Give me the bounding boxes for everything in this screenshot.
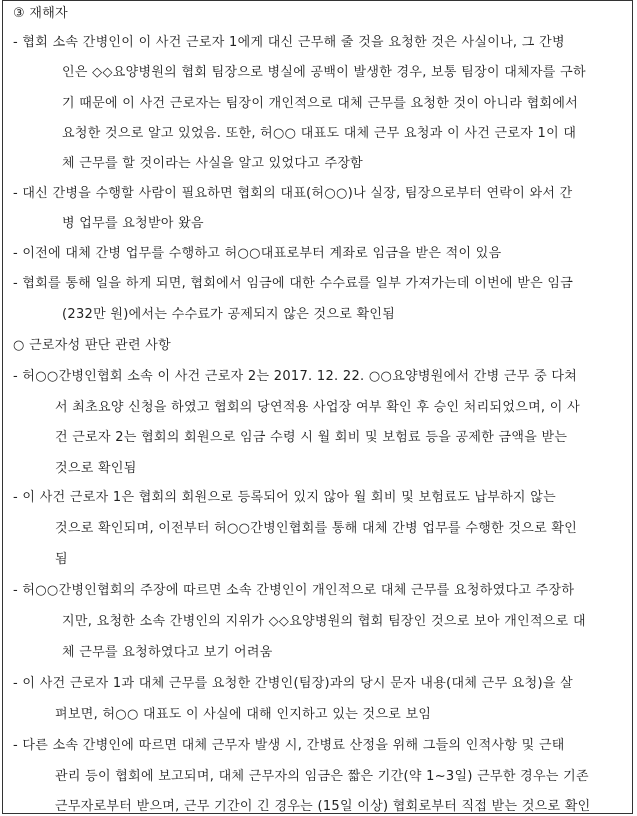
- document-frame: [2, 0, 633, 814]
- bullet-line: - 이 사건 근로자 1과 대체 근무를 요청한 간병인(팀장)과의 당시 문자 내용(대체 근무 요청)을 살: [13, 676, 573, 691]
- bullet-line: 됨: [55, 552, 68, 567]
- bullet-line: 서 최초요양 신청을 하였고 협회의 당연적용 사업장 여부 확인 후 승인 처리되었으며, 이 사: [55, 400, 580, 415]
- bullet-line: (232만 원)에서는 수수료가 공제되지 않은 것으로 확인됨: [62, 307, 396, 322]
- bullet-line: - 허○○간병인협회의 주장에 따르면 소속 간병인이 개인적으로 대체 근무를 요청하였다고 주장하: [13, 583, 575, 598]
- bullet-line: - 허○○간병인협회 소속 이 사건 근로자 2는 2017. 12. 22. ○○요양병원에서 간병 근무 중 다쳐: [13, 369, 578, 384]
- bullet-line: 것으로 확인됨: [55, 461, 137, 476]
- bullet-line: - 대신 간병을 수행할 사람이 필요하면 협회의 대표(허○○)나 실장, 팀장으로부터 연락이 와서 간: [13, 186, 573, 201]
- bullet-line: - 이전에 대체 간병 업무를 수행하고 허○○대표로부터 계좌로 임금을 받은 적이 있음: [13, 246, 502, 261]
- bullet-line: 지만, 요청한 소속 간병인의 지위가 ◇◇요양병원의 협회 팀장인 것으로 보아 개인적으로 대: [62, 614, 586, 629]
- bullet-line: 기 때문에 이 사건 근로자는 팀장이 개인적으로 대체 근무를 요청한 것이 아니라 협회에서: [62, 96, 579, 111]
- bullet-line: 체 근무를 요청하였다고 보기 어려움: [62, 645, 273, 660]
- bullet-line: - 협회를 통해 일을 하게 되면, 협회에서 임금에 대한 수수료를 일부 가져가는데 이번에 받은 임금: [13, 276, 574, 291]
- bullet-line: - 협회 소속 간병인이 이 사건 근로자 1에게 대신 근무해 줄 것을 요청한 것은 사실이나, 그 간병: [13, 35, 565, 50]
- bullet-line: - 이 사건 근로자 1은 협회의 회원으로 등록되어 있지 않아 월 회비 및 보험료도 납부하지 않는: [13, 490, 556, 505]
- bullet-line: 건 근로자 2는 협회의 회원으로 임금 수령 시 월 회비 및 보험료 등을 공제한 금액을 받는: [55, 430, 568, 445]
- bullet-line: 인은 ◇◇요양병원의 협회 팀장으로 병실에 공백이 발생한 경우, 보통 팀장이 대체자를 구하: [62, 65, 586, 80]
- section-3-heading: ③ 재해자: [13, 6, 68, 21]
- bullet-line: 것으로 확인되며, 이전부터 허○○간병인협회를 통해 대체 간병 업무를 수행한 것으로 확인: [55, 521, 578, 536]
- bullet-line: 요청한 것으로 알고 있었음. 또한, 허○○ 대표도 대체 근무 요청과 이 사건 근로자 1이 대: [62, 126, 577, 141]
- bullet-line: 체 근무를 할 것이라는 사실을 알고 있었다고 주장함: [62, 156, 364, 171]
- section-judgment-heading: ○ 근로자성 판단 관련 사항: [13, 338, 171, 353]
- bullet-line: 관리 등이 협회에 보고되며, 대체 근무자의 임금은 짧은 기간(약 1~3일) 근무한 경우는 기존: [55, 769, 589, 784]
- bullet-line: 펴보면, 허○○ 대표도 이 사실에 대해 인지하고 있는 것으로 보임: [55, 707, 432, 722]
- bullet-line: 병 업무를 요청받아 왔음: [62, 216, 204, 231]
- bullet-line: 근무자로부터 받으며, 근무 기간이 긴 경우는 (15일 이상) 협회로부터 직접 받는 것으로 확인: [55, 799, 591, 814]
- bullet-line: - 다른 소속 간병인에 따르면 대체 근무자 발생 시, 간병료 산정을 위해 그들의 인적사항 및 근태: [13, 738, 565, 753]
